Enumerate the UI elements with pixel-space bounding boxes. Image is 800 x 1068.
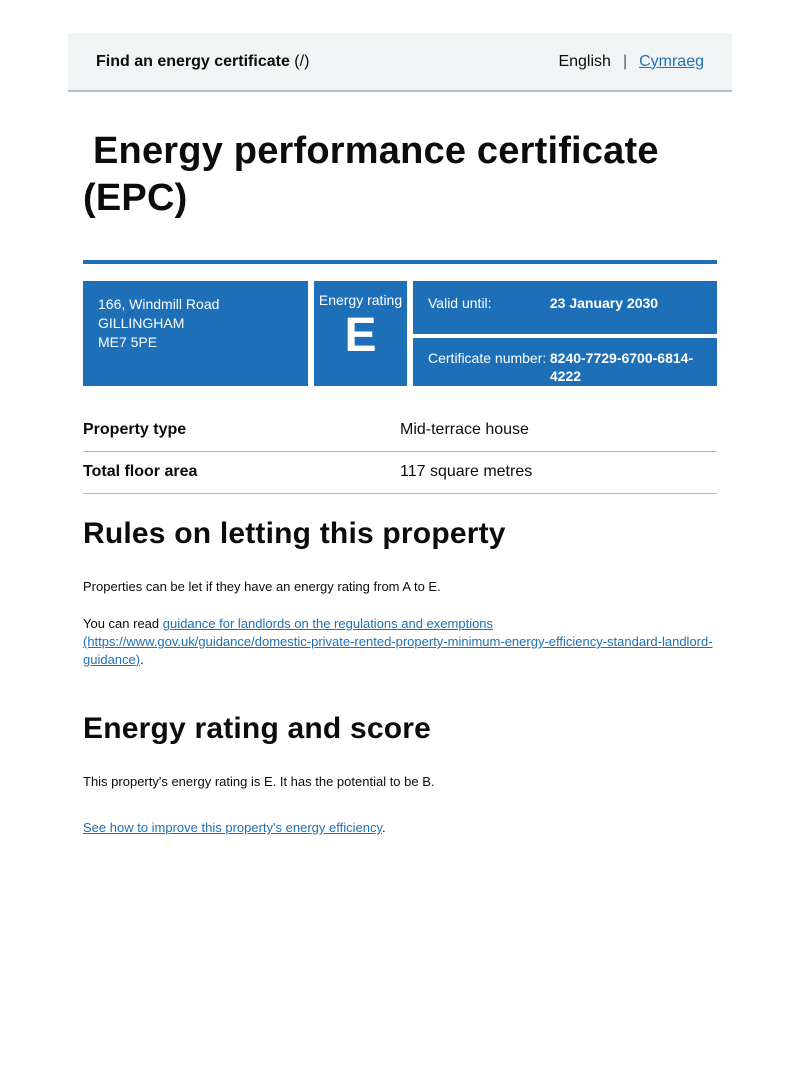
total-floor-area-label: Total floor area xyxy=(83,452,400,494)
property-type-value: Mid-terrace house xyxy=(400,410,717,452)
improve-efficiency-paragraph xyxy=(83,819,717,837)
service-name-link[interactable] xyxy=(96,53,309,71)
language-separator: | xyxy=(622,52,628,70)
rules-paragraph: Properties can be let if they have an energy rating from A to E. xyxy=(83,579,441,594)
property-address xyxy=(83,281,308,386)
valid-until-value: 23 January 2030 xyxy=(549,295,659,311)
main-content xyxy=(68,128,732,837)
page-title: Energy performance certificate (EPC) xyxy=(83,130,659,219)
language-link-cymraeg[interactable]: Cymraeg xyxy=(639,52,704,70)
certificate-meta-panel xyxy=(413,281,717,386)
energy-rating-panel xyxy=(314,281,407,386)
address-line-2: GILLINGHAM xyxy=(98,315,185,331)
total-floor-area-value: 117 square metres xyxy=(400,452,717,494)
landlord-guidance-link[interactable]: guidance for landlords on the regulations and exemptions (https://www.gov.uk/guidance/domestic-private-rented-property-minimum-energy-efficiency-standard-landlord-guidance) xyxy=(83,616,713,667)
service-name-text: Find an energy certificate xyxy=(96,52,290,70)
certificate-number-label: Certificate number: xyxy=(428,350,547,366)
energy-rating-value: E xyxy=(344,309,377,362)
property-details-table xyxy=(83,410,717,494)
language-current: English xyxy=(558,52,611,70)
rating-section-heading: Energy rating and score xyxy=(83,712,432,745)
improve-efficiency-suffix: . xyxy=(381,820,386,835)
site-header xyxy=(68,33,732,92)
energy-rating-label: Energy rating xyxy=(318,292,403,308)
table-row xyxy=(83,452,717,494)
page-container xyxy=(68,33,732,837)
section-divider-rule xyxy=(83,260,717,264)
energy-rating-score-section xyxy=(83,712,717,837)
language-switch xyxy=(558,53,704,71)
guidance-paragraph-prefix: You can read xyxy=(83,616,163,631)
property-type-label: Property type xyxy=(83,410,400,452)
improve-efficiency-link[interactable]: See how to improve this property's energy efficiency xyxy=(83,820,382,835)
table-row xyxy=(83,410,717,452)
guidance-paragraph xyxy=(83,615,717,669)
valid-until-label: Valid until: xyxy=(428,295,492,311)
valid-until-row xyxy=(413,281,717,334)
rules-on-letting-section xyxy=(83,517,717,669)
certificate-number-value: 8240-7729-6700-6814-4222 xyxy=(549,350,694,384)
address-postcode: ME7 5PE xyxy=(98,334,158,350)
rating-summary-paragraph: This property's energy rating is E. It has the potential to be B. xyxy=(83,774,435,789)
service-url-suffix: (/) xyxy=(289,52,310,70)
rules-section-heading: Rules on letting this property xyxy=(83,517,506,550)
certificate-number-row xyxy=(413,338,717,386)
guidance-paragraph-suffix: . xyxy=(140,652,144,667)
address-line-1: 166, Windmill Road xyxy=(98,296,220,312)
certificate-summary-box xyxy=(83,281,717,386)
